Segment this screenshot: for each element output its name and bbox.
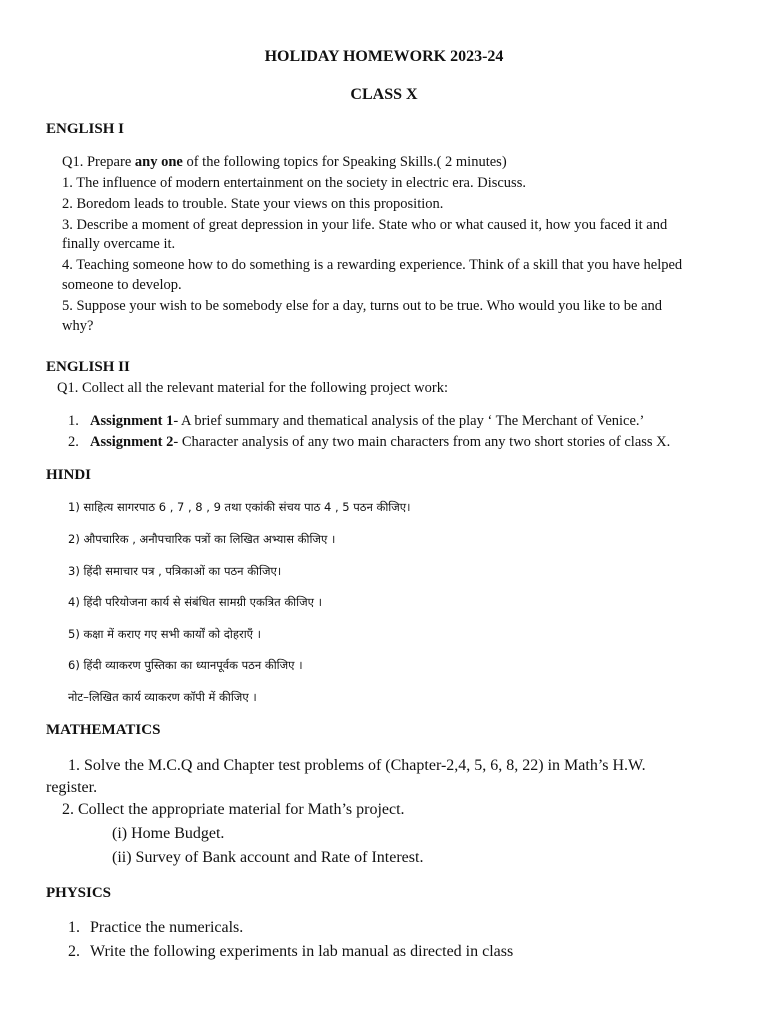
hindi-item: 4) हिंदी परियोजना कार्य से संबंधित सामग्री एकत्रित कीजिए ।	[68, 595, 323, 609]
hindi-note: नोट–लिखित कार्य व्याकरण कॉपी में कीजिए ।	[68, 690, 257, 704]
english-1-topic-line: 5. Suppose your wish to be somebody else for a day, turns out to be true. Who would you like to be and	[62, 298, 663, 314]
math-line: register.	[46, 779, 98, 796]
english-1-topic-line: 2. Boredom leads to trouble. State your views on this proposition.	[62, 196, 444, 212]
hindi-item: 2) औपचारिक , अनौपचारिक पत्रों का लिखित अभ्यास कीजिए ।	[68, 532, 336, 546]
english-1-topic-line: why?	[62, 318, 94, 334]
question-prefix: Q1. Prepare	[62, 154, 135, 170]
question-emphasis: any one	[134, 154, 183, 170]
section-heading-hindi: HINDI	[46, 467, 92, 483]
math-line: 2. Collect the appropriate material for Math’s project.	[62, 801, 405, 818]
physics-item	[68, 919, 243, 937]
hindi-item: 5) कक्षा में कराए गए सभी कार्यों को दोहराएँ ।	[68, 627, 262, 641]
assignment-label: Assignment 2	[90, 434, 174, 450]
section-heading-mathematics: MATHEMATICS	[46, 722, 161, 738]
math-line: (i) Home Budget.	[112, 825, 225, 842]
english-1-topic-line: finally overcame it.	[62, 236, 176, 252]
english-1-topic-line: 3. Describe a moment of great depression in your life. State who or what caused it, how you faced it and	[62, 217, 668, 233]
english-2-assignment	[68, 434, 670, 451]
assignment-text: - A brief summary and thematical analysis of the play ‘ The Merchant of Venice.’	[173, 413, 645, 429]
math-line: (ii) Survey of Bank account and Rate of Interest.	[112, 849, 424, 866]
section-heading-english-1: ENGLISH I	[46, 121, 124, 137]
assignment-label: Assignment 1	[90, 413, 174, 429]
section-heading-english-2: ENGLISH II	[46, 359, 130, 375]
physics-item-text: Write the following experiments in lab manual as directed in class	[90, 943, 514, 960]
list-number: 1.	[68, 919, 80, 936]
hindi-item: 3) हिंदी समाचार पत्र , पत्रिकाओं का पठन कीजिए।	[68, 564, 282, 578]
english-2-assignment	[68, 413, 644, 430]
hindi-item: 1) साहित्य सागरपाठ 6 , 7 , 8 , 9 तथा एकांकी संचय पाठ 4 , 5 पठन कीजिए।	[68, 500, 411, 514]
english-1-question	[62, 154, 507, 171]
assignment-text: - Character analysis of any two main characters from any two short stories of class X.	[173, 434, 671, 450]
list-number: 1.	[68, 413, 79, 429]
list-number: 2.	[68, 943, 80, 960]
question-suffix: of the following topics for Speaking Skills.( 2 minutes)	[182, 154, 507, 170]
english-2-question: Q1. Collect all the relevant material for the following project work:	[57, 380, 448, 396]
list-number: 2.	[68, 434, 79, 450]
math-line: 1. Solve the M.C.Q and Chapter test problems of (Chapter-2,4, 5, 6, 8, 22) in Math’s H.W.	[68, 757, 646, 774]
physics-item-text: Practice the numericals.	[90, 919, 244, 936]
english-1-topic-line: 4. Teaching someone how to do something is a rewarding experience. Think of a skill that you have helped	[62, 257, 683, 273]
english-1-topic-line: someone to develop.	[62, 277, 182, 293]
document-title: HOLIDAY HOMEWORK 2023-24	[264, 48, 504, 65]
physics-item	[68, 943, 513, 961]
english-1-topic-line: 1. The influence of modern entertainment on the society in electric era. Discuss.	[62, 175, 526, 191]
hindi-item: 6) हिंदी व्याकरण पुस्तिका का ध्यानपूर्वक पठन कीजिए ।	[68, 658, 303, 672]
section-heading-physics: PHYSICS	[46, 885, 112, 901]
class-title: CLASS X	[350, 86, 418, 103]
